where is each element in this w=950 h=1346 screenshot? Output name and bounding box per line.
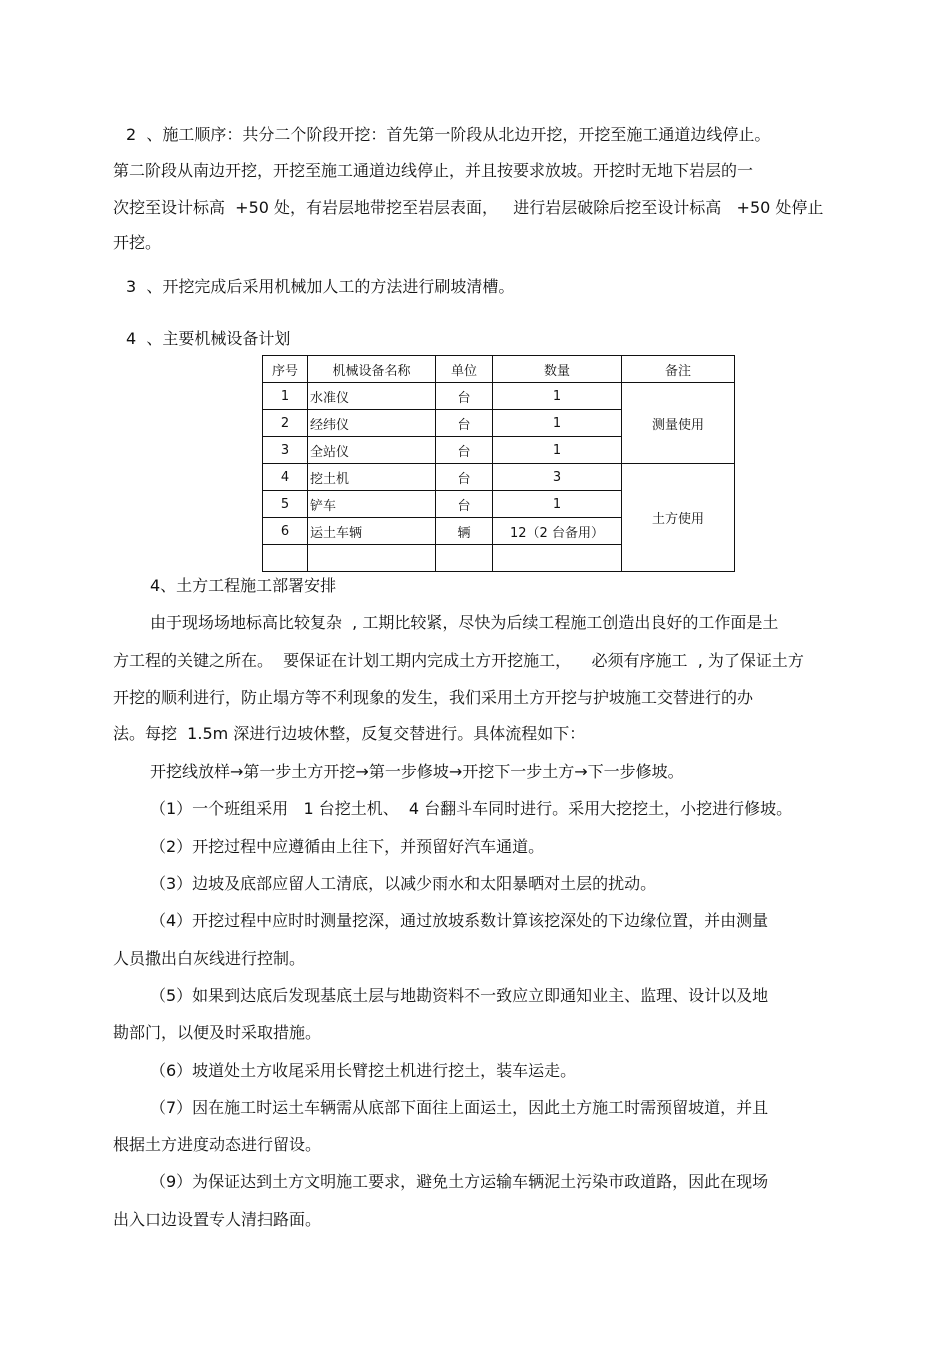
header-name: 机械设备名称 (308, 356, 436, 383)
item-4-cont: 人员撒出白灰线进行控制。 (113, 949, 306, 968)
cell-unit: 辆 (436, 518, 493, 545)
intro-line-2: 方工程的关键之所在。 要保证在计划工期内完成土方开挖施工， 必须有序施工 , 为了保证土方 (113, 651, 804, 670)
intro-line-4: 法。每挖 1.5m 深进行边坡休整，反复交替进行。具体流程如下： (113, 724, 586, 743)
item-5-cont: 勘部门，以便及时采取措施。 (113, 1023, 322, 1042)
deployment-title: 4、土方工程施工部署安排 (150, 576, 337, 595)
item-1: （1）一个班组采用 1 台挖土机、 4 台翻斗车同时进行。采用大挖挖土，小挖进行修坡。 (150, 799, 793, 818)
cell-name: 经纬仪 (308, 410, 436, 437)
item-4: （4）开挖过程中应时时测量挖深，通过放坡系数计算该挖深处的下边缘位置，并由测量 (150, 911, 769, 930)
equipment-plan-title: 4 、主要机械设备计划 (126, 329, 291, 348)
cell-qty: 1 (493, 491, 622, 518)
cell-qty: 1 (493, 383, 622, 410)
cell-unit: 台 (436, 437, 493, 464)
item-2: （2）开挖过程中应遵循由上往下，并预留好汽车通道。 (150, 837, 545, 856)
item-3: （3）边坡及底部应留人工清底，以减少雨水和太阳暴晒对土层的扰动。 (150, 874, 657, 893)
header-unit: 单位 (436, 356, 493, 383)
cell-empty (263, 545, 308, 572)
item-9-cont: 出入口边设置专人清扫路面。 (113, 1210, 322, 1229)
cell-unit: 台 (436, 410, 493, 437)
item-5: （5）如果到达底后发现基底土层与地勘资料不一致应立即通知业主、监理、设计以及地 (150, 986, 769, 1005)
intro-line-3: 开挖的顺利进行，防止塌方等不利现象的发生，我们采用土方开挖与护坡施工交替进行的办 (113, 688, 754, 707)
cell-no: 4 (263, 464, 308, 491)
cell-no: 3 (263, 437, 308, 464)
cell-no: 2 (263, 410, 308, 437)
cell-remark-survey: 测量使用 (622, 383, 735, 464)
cell-remark-earth: 土方使用 (622, 464, 735, 572)
header-remark: 备注 (622, 356, 735, 383)
cell-empty (308, 545, 436, 572)
header-no: 序号 (263, 356, 308, 383)
item-7-cont: 根据土方进度动态进行留设。 (113, 1135, 322, 1154)
cell-unit: 台 (436, 464, 493, 491)
cell-name: 运土车辆 (308, 518, 436, 545)
p3-line: 3 、开挖完成后采用机械加人工的方法进行刷坡清槽。 (126, 277, 515, 296)
table-row (263, 464, 735, 491)
header-qty: 数量 (493, 356, 622, 383)
intro-line-1: 由于现场场地标高比较复杂 , 工期比较紧，尽快为后续工程施工创造出良好的工作面是土 (150, 613, 779, 632)
equipment-table (262, 355, 735, 572)
item-6: （6）坡道处土方收尾采用长臂挖土机进行挖土，装车运走。 (150, 1061, 577, 1080)
cell-empty (436, 545, 493, 572)
cell-name: 水准仪 (308, 383, 436, 410)
cell-unit: 台 (436, 383, 493, 410)
p2-line-3: 次挖至设计标高 +50 处，有岩层地带挖至岩层表面， 进行岩层破除后挖至设计标高 +50 处停止 (113, 198, 824, 217)
p2-line-1: 2 、施工顺序：共分二个阶段开挖：首先第一阶段从北边开挖，开挖至施工通道边线停止。 (126, 125, 771, 144)
p2-line-4: 开挖。 (113, 233, 162, 252)
cell-name: 挖土机 (308, 464, 436, 491)
p2-line-2: 第二阶段从南边开挖，开挖至施工通道边线停止，并且按要求放坡。开挖时无地下岩层的一 (113, 161, 754, 180)
cell-no: 6 (263, 518, 308, 545)
cell-name: 全站仪 (308, 437, 436, 464)
cell-name: 铲车 (308, 491, 436, 518)
cell-no: 1 (263, 383, 308, 410)
cell-qty: 3 (493, 464, 622, 491)
cell-unit: 台 (436, 491, 493, 518)
cell-qty: 12（2 台备用） (493, 518, 622, 545)
table-row (263, 383, 735, 410)
flow-line: 开挖线放样→第一步土方开挖→第一步修坡→开挖下一步土方→下一步修坡。 (150, 762, 684, 781)
cell-empty (493, 545, 622, 572)
cell-no: 5 (263, 491, 308, 518)
item-9: （9）为保证达到土方文明施工要求，避免土方运输车辆泥土污染市政道路，因此在现场 (150, 1172, 769, 1191)
cell-qty: 1 (493, 410, 622, 437)
table-header-row (263, 356, 735, 383)
cell-qty: 1 (493, 437, 622, 464)
item-7: （7）因在施工时运土车辆需从底部下面往上面运土，因此土方施工时需预留坡道，并且 (150, 1098, 769, 1117)
